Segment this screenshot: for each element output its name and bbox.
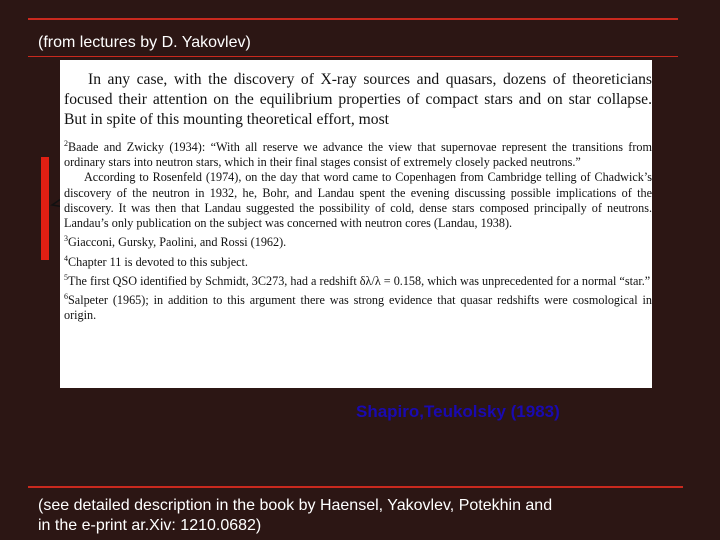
header-underline [28, 56, 678, 57]
footnote-mark: 6 [64, 292, 68, 302]
footnote [64, 136, 652, 170]
footnote [64, 170, 652, 231]
footnote [64, 289, 652, 323]
footnotes [64, 136, 652, 324]
header-caption: (from lectures by D. Yakovlev) [38, 34, 251, 51]
footnote [64, 251, 652, 270]
footnote-text: Salpeter (1965); in addition to this argument there was strong evidence that quasar redshifts were cosmological in origin. [64, 293, 652, 323]
footer-line-1: (see detailed description in the book by Haensel, Yakovlev, Potekhin and [38, 497, 553, 514]
footnote [64, 231, 652, 250]
footer-note [38, 496, 678, 536]
footnote-mark: 4 [64, 253, 68, 263]
footnote-text: Chapter 11 is devoted to this subject. [68, 254, 248, 269]
footer-line-2: in the e-print ar.Xiv: 1210.0682) [38, 517, 262, 534]
footnote-mark: 5 [64, 272, 68, 282]
footnote [64, 270, 652, 289]
top-rule [28, 18, 678, 20]
footnote-text: Giacconi, Gursky, Paolini, and Rossi (1962). [68, 235, 287, 250]
footnote-mark: 2 [64, 139, 68, 148]
excerpt-body [64, 70, 652, 324]
excerpt-paragraph: In any case, with the discovery of X-ray sources and quasars, dozens of theoreticians focused their attention on the equilibrium properties of compact stars and on star collapse. But in spite of this mounting theoretical effort, most [64, 71, 652, 128]
footnote-mark: 3 [64, 234, 68, 244]
highlight-marker [41, 157, 49, 260]
footnote-text: According to Rosenfeld (1974), on the day that word came to Copenhagen from Cambridge telling of Chadwick’s discovery of the neutron in 1932, he, Bohr, and Landau spent the evening discussing possible implications of the discovery. It was then that Landau suggested the possibility of cold, dense stars composed principally of neutrons. Landau’s only publication on the subject was concerned with neutron cores (Landau, 1938). [64, 170, 652, 231]
footnote-text: Baade and Zwicky (1934): “With all reserve we advance the view that supernovae represent the transitions from ordinary stars into neutron stars, which in their final stages consist of extremely closely packed neutrons.” [64, 140, 652, 170]
footnote-text: The first QSO identified by Schmidt, 3C273, had a redshift δλ/λ = 0.158, which was unprecedented for a normal “star.” [68, 273, 651, 288]
footer-rule [28, 486, 683, 488]
source-credit: Shapiro,Teukolsky (1983) [356, 402, 560, 421]
book-excerpt-scan [60, 60, 652, 388]
